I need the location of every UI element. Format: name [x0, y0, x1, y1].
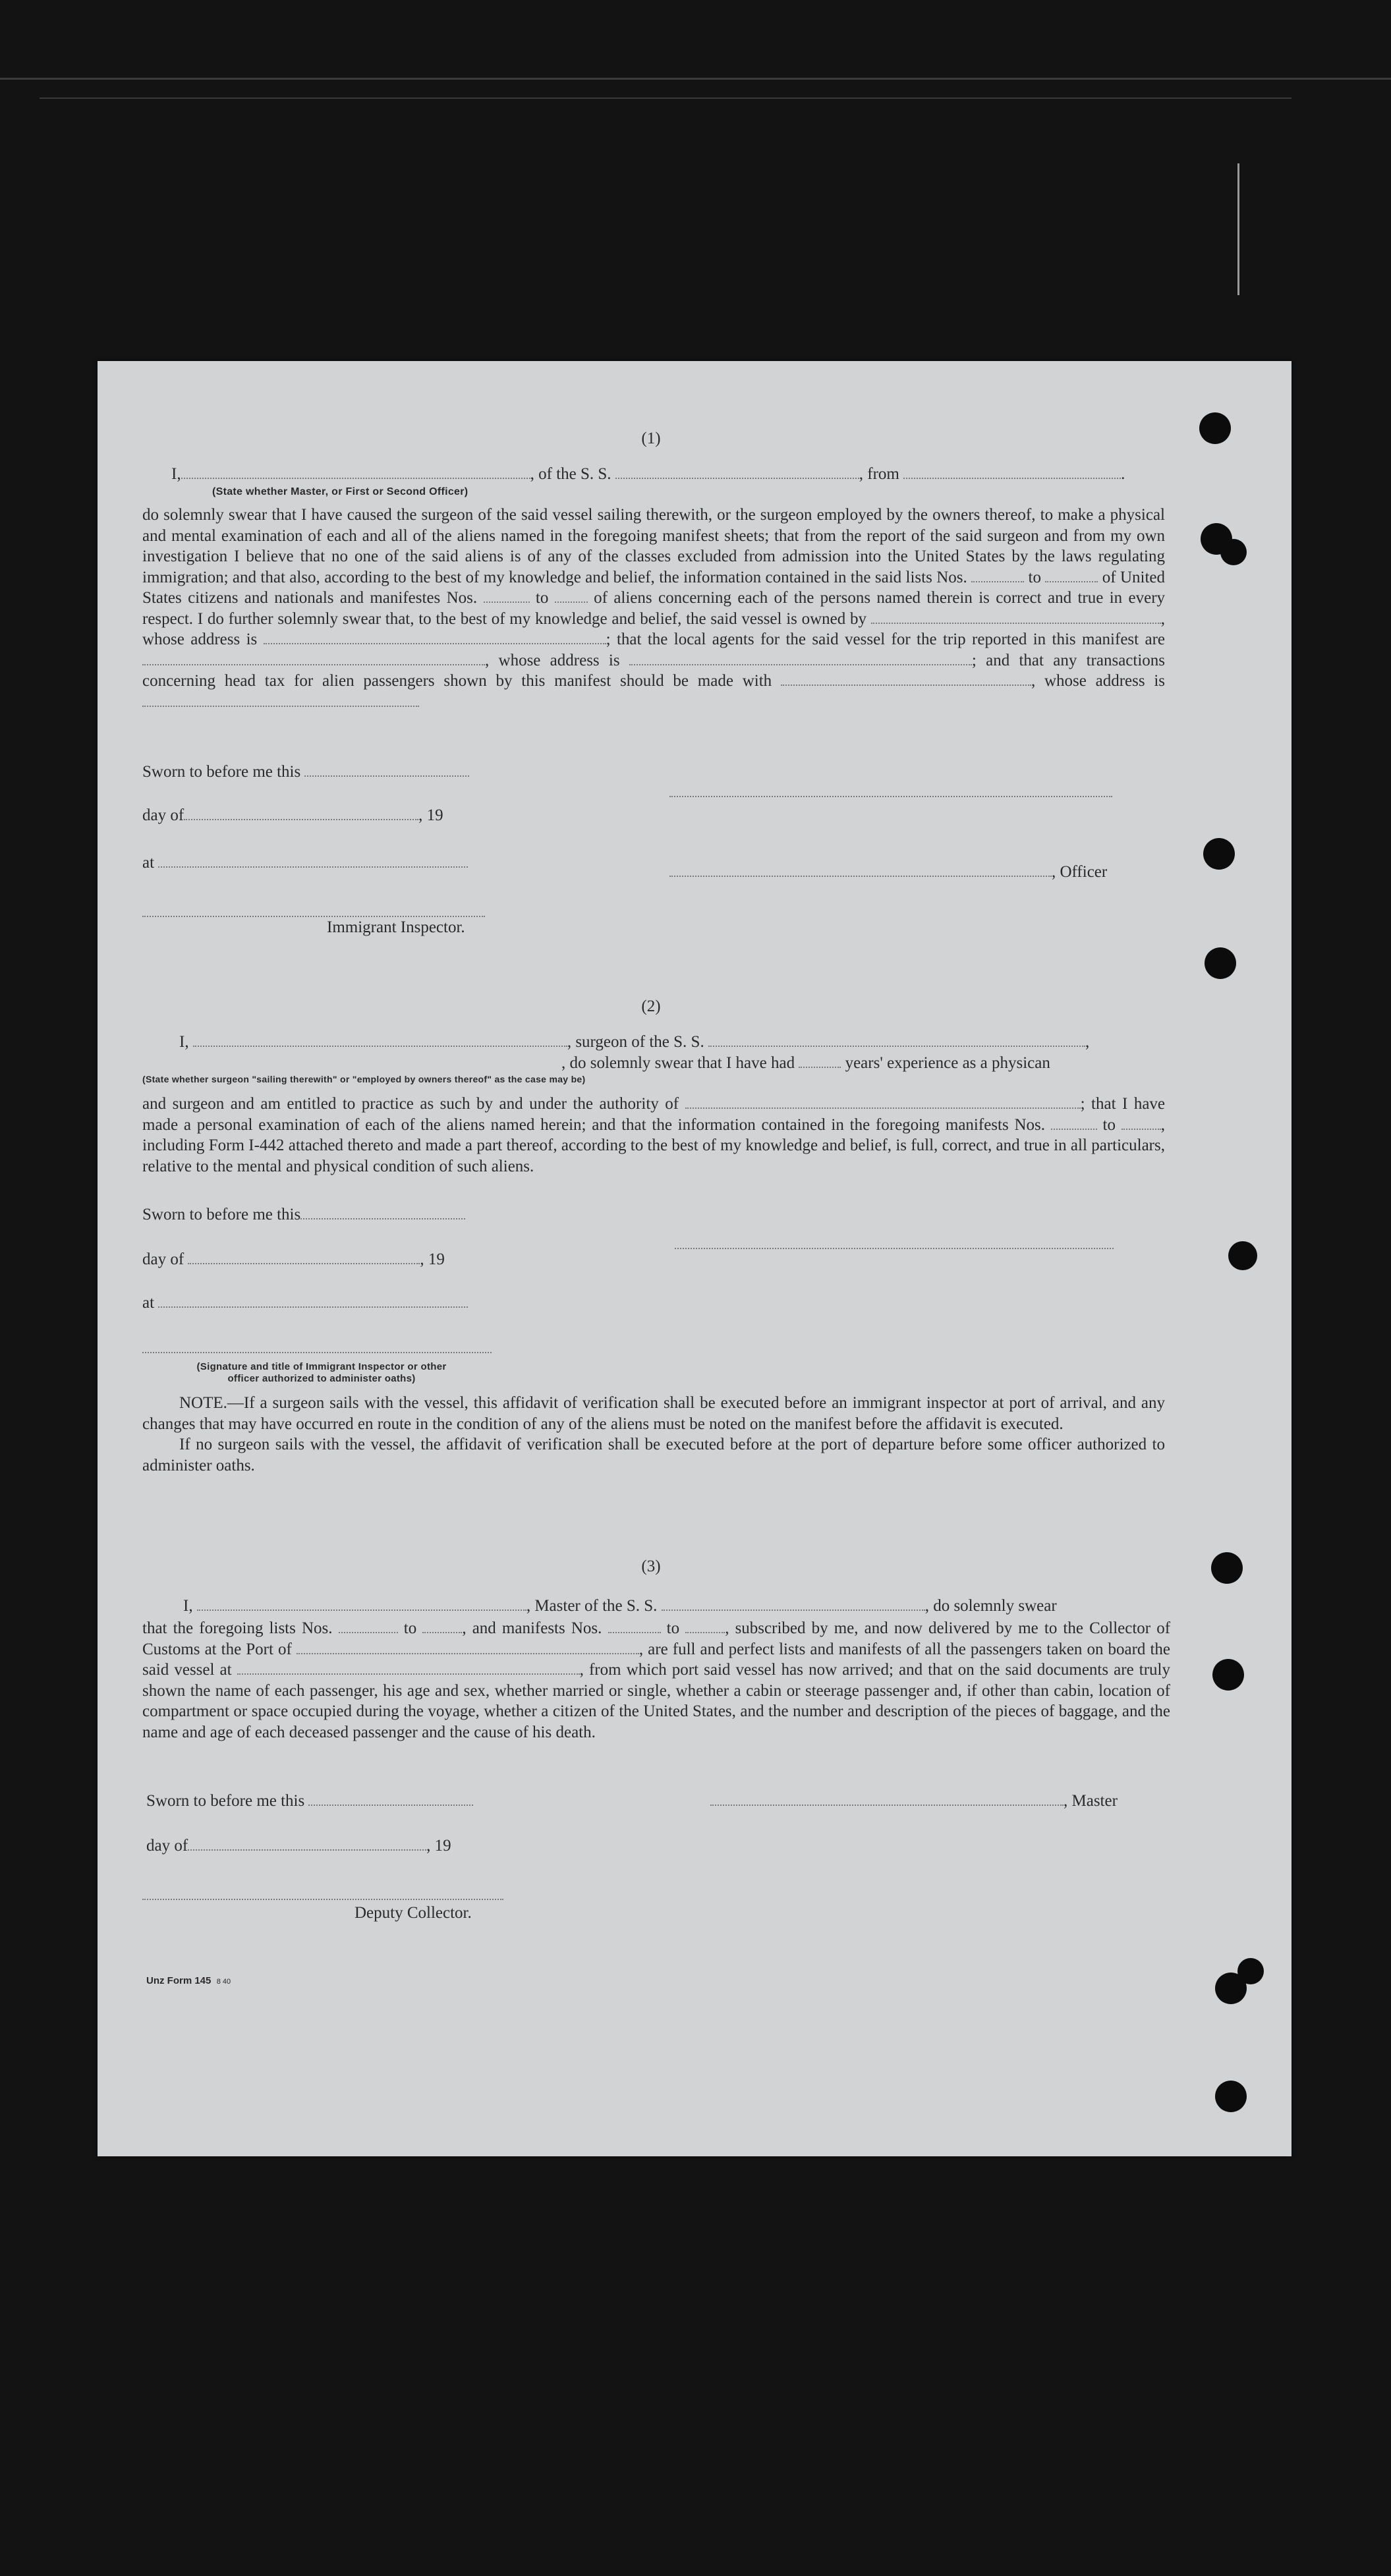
s1-manifests-from-field[interactable]	[484, 590, 530, 603]
s3-port-field[interactable]	[297, 1641, 639, 1654]
punch-hole	[1211, 1552, 1243, 1584]
s2-body-d: , including Form I-442 attached thereto and made a part thereof, according to the best of my knowledge and belief, is full, correct, and true in all particulars, relative to the mental and physical condition of such aliens.	[142, 1115, 1166, 1175]
section-1-body	[142, 505, 1165, 712]
s1-day-field[interactable]	[184, 807, 418, 820]
s2-vessel-field[interactable]	[708, 1034, 1085, 1047]
s1-day-row	[142, 806, 443, 825]
s1-officer-label: , Officer	[1052, 863, 1108, 881]
s3-master-label: , Master of the S. S.	[526, 1597, 658, 1615]
s3-master-signature-field[interactable]	[710, 1793, 1064, 1806]
s2-day-field[interactable]	[188, 1251, 420, 1264]
s3-body-c: , subscribed by me, and now delivered by me to the Collector of Customs at the Port of	[142, 1619, 1171, 1658]
s3-master-row	[710, 1792, 1118, 1810]
punch-hole	[1237, 1958, 1264, 1984]
s2-line-end: ,	[1085, 1033, 1090, 1051]
s3-deputy-label: Deputy Collector.	[355, 1904, 472, 1922]
section-3-number: (3)	[641, 1557, 661, 1575]
s3-deputy-signature-line[interactable]	[142, 1899, 503, 1900]
s3-day-label: day of	[146, 1837, 188, 1855]
punch-hole	[1215, 2081, 1247, 2112]
section-2-oath-line	[179, 1033, 1089, 1051]
s2-inspector-signature-line[interactable]	[142, 1352, 492, 1353]
s2-body-b: ;	[1080, 1095, 1085, 1113]
s2-body-c: that I have made a personal examination of each of the aliens named herein; and that the information contained in the foregoing manifests Nos.	[142, 1095, 1166, 1134]
s1-from-field[interactable]	[903, 466, 1121, 479]
section-2-number: (2)	[641, 997, 661, 1015]
s1-day-label: day of	[142, 806, 185, 824]
form-date: 8 40	[216, 1978, 231, 1986]
s3-manifests-to-field[interactable]	[685, 1620, 725, 1633]
s2-years-field[interactable]	[799, 1055, 841, 1068]
s3-vessel-field[interactable]	[662, 1598, 925, 1611]
s1-to-2: to	[535, 589, 549, 607]
section-3-body	[142, 1618, 1170, 1743]
s3-body-a: that the foregoing lists Nos.	[142, 1619, 333, 1637]
s2-sworn-label: Sworn to before me this	[142, 1206, 301, 1223]
s1-lists-from-field[interactable]	[971, 569, 1024, 582]
s1-head-tax-address-field[interactable]	[142, 694, 419, 707]
s2-sig-caption-1: (Signature and title of Immigrant Inspector or other	[196, 1361, 447, 1372]
section-3-oath-line	[183, 1597, 1057, 1615]
s2-line2-a: , do solemnly swear that I have had	[561, 1054, 795, 1072]
s1-body-a: do solemnly swear that I have caused the surgeon of the said vessel sailing therewith, or the surgeon employed by the owners thereof, to make a physical and mental examination of each and all of the aliens named in the foregoing manifest sheets; that from the report of the said surgeon and from my own investigation I believe that no one of the said aliens is of any of the classes excluded from admission into the United States by the laws regulating immigration; and that also, according to the best of my knowledge and belief, the information contained in the said lists Nos.	[142, 506, 1165, 586]
s3-embark-port-field[interactable]	[237, 1662, 580, 1675]
s3-manifests-from-field[interactable]	[608, 1620, 661, 1633]
punch-hole	[1205, 947, 1236, 979]
s2-sworn-field[interactable]	[300, 1206, 465, 1219]
scan-artifact-line	[0, 78, 1391, 80]
s1-master-signature-line[interactable]	[669, 796, 1112, 797]
s2-signature-caption	[170, 1361, 473, 1385]
s2-day-row	[142, 1250, 445, 1269]
s1-i: I,	[171, 465, 181, 483]
section-2-note	[142, 1393, 1165, 1476]
section-1-number: (1)	[641, 430, 661, 447]
form-id: Unz Form 145	[146, 1975, 212, 1986]
punch-hole	[1203, 838, 1235, 870]
s2-vessel-label: , surgeon of the S. S.	[567, 1033, 704, 1051]
s1-body-c: of aliens concerning each of the persons named therein is correct and true in every respect. I do further solemnly swear that, to the best of my knowledge and belief, the said vessel is owned by	[142, 589, 1166, 628]
s3-sworn-row	[146, 1792, 473, 1810]
s2-sworn-row	[142, 1206, 465, 1224]
s1-vessel-field[interactable]	[615, 466, 859, 479]
s1-body-f: , whose address is	[485, 651, 620, 669]
s3-lists-from-field[interactable]	[339, 1620, 398, 1633]
s3-lists-to-field[interactable]	[422, 1620, 462, 1633]
s3-name-field[interactable]	[197, 1598, 526, 1611]
s2-i: I,	[179, 1033, 189, 1051]
s2-note-2: If no surgeon sails with the vessel, the affidavit of verification shall be executed before at the port of departure before some officer authorized to administer oaths.	[142, 1436, 1165, 1474]
s2-manifests-to-field[interactable]	[1121, 1117, 1161, 1130]
s1-body-e: ; that the local agents for the said vessel for the trip reported in this manifest are	[606, 630, 1165, 648]
s3-day-field[interactable]	[188, 1837, 426, 1851]
s2-year-label: , 19	[420, 1250, 445, 1268]
s1-sworn-row	[142, 763, 469, 781]
s2-body-a: and surgeon and am entitled to practice as such by and under the authority of	[142, 1095, 679, 1113]
s1-body-b: of United States citizens and nationals and manifestes Nos.	[142, 568, 1166, 607]
s3-line-end: , do solemnly swear	[924, 1597, 1057, 1615]
s3-sworn-label: Sworn to before me this	[146, 1792, 305, 1810]
s1-vessel-label: , of the S. S.	[530, 465, 611, 483]
section-2-body	[142, 1094, 1165, 1177]
s1-sworn-field[interactable]	[304, 764, 469, 777]
s3-body-e: , from which port said vessel has now arrived; and that on the said documents are truly shown the name of each passenger, his age and sex, whether married or single, whether a cabin or steerage passenger and, if other than cabin, location of compartment or space occupied during the voyage, whether a citizen of the United States, and the number and description of the pieces of baggage, and the name and age of each deceased passenger and the cause of his death.	[142, 1661, 1170, 1741]
s2-note-1: NOTE.—If a surgeon sails with the vessel, this affidavit of verification shall be executed before an immigrant inspector at port of arrival, and any changes that may have occurred en route in the condition of any of the aliens must be noted on the manifest before the affidavit is executed.	[142, 1394, 1165, 1433]
form-identifier	[146, 1975, 231, 1986]
s2-to: to	[1102, 1115, 1116, 1134]
s2-authority-field[interactable]	[685, 1096, 1081, 1109]
s1-body-i: whose address is	[1044, 672, 1166, 690]
s1-body-d: , whose address is	[142, 609, 1166, 648]
s1-agents-field[interactable]	[142, 652, 485, 665]
s3-master-sig-label: , Master	[1064, 1792, 1118, 1810]
s1-sworn-label: Sworn to before me this	[142, 763, 301, 781]
punch-hole	[1212, 1659, 1244, 1691]
s3-year-label: , 19	[426, 1837, 451, 1855]
s2-manifests-from-field[interactable]	[1051, 1117, 1097, 1130]
s3-to-1: to	[403, 1619, 417, 1637]
s1-officer-field[interactable]	[669, 864, 1052, 877]
s1-at-row	[142, 854, 468, 872]
scan-artifact-line	[40, 98, 1292, 99]
s1-lists-to-field[interactable]	[1045, 569, 1098, 582]
s1-at-label: at	[142, 854, 155, 872]
s1-from-label: , from	[859, 465, 899, 483]
s1-year-label: , 19	[418, 806, 443, 824]
s1-manifests-to-field[interactable]	[555, 590, 588, 603]
s3-sworn-field[interactable]	[308, 1793, 473, 1806]
s3-to-2: to	[666, 1619, 680, 1637]
s2-name-field[interactable]	[193, 1034, 567, 1047]
s3-i: I,	[183, 1597, 193, 1615]
punch-hole	[1220, 539, 1247, 565]
s1-at-field[interactable]	[158, 854, 468, 868]
s1-title-field[interactable]	[181, 466, 530, 479]
s1-body-g: ; and that any transactions concerning head tax for alien passengers shown by this manifest should be made with	[142, 651, 1166, 690]
s1-to-1: to	[1028, 568, 1041, 586]
s2-line2-b: years' experience as a physican	[845, 1054, 1050, 1072]
punch-hole	[1228, 1241, 1257, 1270]
s1-officer-row	[669, 863, 1107, 882]
s1-owner-address-field[interactable]	[264, 631, 606, 644]
s2-day-label: day of	[142, 1250, 185, 1268]
s2-surgeon-signature-line[interactable]	[675, 1248, 1114, 1249]
scan-artifact-mark	[1237, 163, 1239, 295]
s3-body-b: , and manifests Nos.	[462, 1619, 602, 1637]
s1-inspector-label: Immigrant Inspector.	[327, 918, 465, 936]
s1-inspector-signature-line[interactable]	[142, 916, 485, 917]
s2-at-row	[142, 1294, 468, 1312]
s2-sig-caption-2: officer authorized to administer oaths)	[227, 1373, 416, 1384]
s1-body-h: ,	[1031, 672, 1036, 690]
s2-at-label: at	[142, 1294, 155, 1312]
s3-day-row	[146, 1837, 451, 1855]
s2-caption: (State whether surgeon "sailing therewith" or "employed by owners thereof" as the case may be)	[142, 1074, 586, 1084]
s3-body-d: , are full and perfect lists and manifests of all the passengers taken on board the said vessel at	[142, 1640, 1171, 1679]
section-1-oath-line	[171, 465, 1125, 484]
s2-experience-line	[561, 1054, 1050, 1073]
s2-at-field[interactable]	[158, 1295, 468, 1308]
s1-agents-address-field[interactable]	[629, 652, 972, 665]
s1-owner-field[interactable]	[871, 611, 1161, 624]
s1-title-caption: (State whether Master, or First or Second Officer)	[212, 486, 468, 497]
form-page	[98, 361, 1292, 2156]
s1-line-end: .	[1121, 465, 1125, 483]
s1-head-tax-field[interactable]	[781, 673, 1031, 686]
